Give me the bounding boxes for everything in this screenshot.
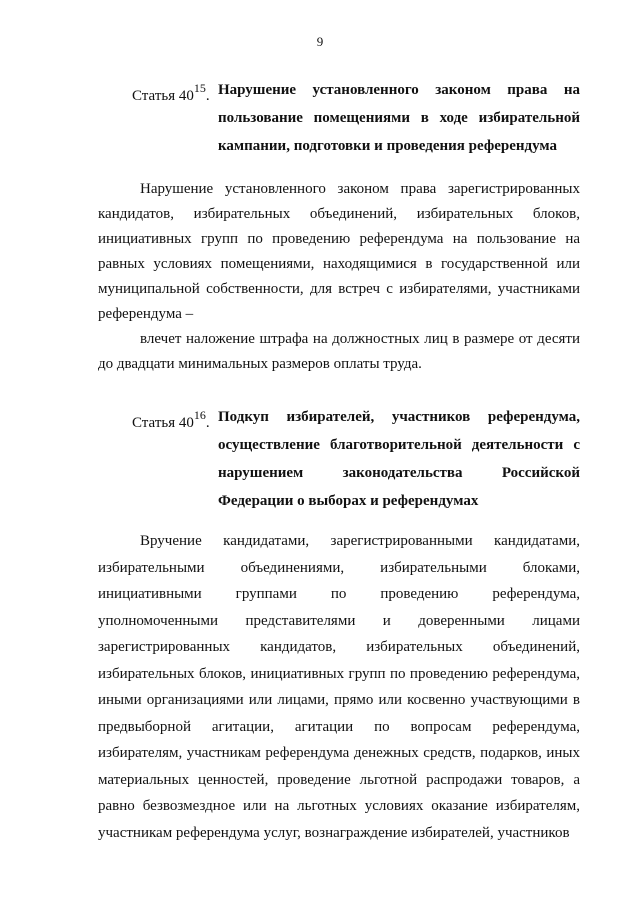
page-number: 9 [316, 34, 324, 49]
article-number [132, 403, 210, 437]
paragraph: Вручение кандидатами, зарегистрированными кандидатами, избирательными объединениями, избирательными блоками, инициативными группами по проведению референдума, уполномоченными представителями и доверенными лицами зарегистрированных кандидатов, избирательных объединений, избирательных блоков, инициативных групп по проведению референдума, иными организациями или лицами, прямо или косвенно участвующими в предвыборной агитации, агитации по вопросам референдума, избирателям, участникам референдума денежных средств, подарков, иных материальных ценностей, проведение льготной распродажи товаров, а равно безвозмездное или на льготных условиях оказание избирателям, участникам референдума услуг, вознаграждение избирателей, участников [98, 533, 580, 841]
article-title: Подкуп избирателей, участников референдума, осуществление благотворительной деятельности с нарушением законодательства Российской Федерации о выборах и референдумах [218, 409, 580, 509]
article-title: Нарушение установленного законом права на пользование помещениями в ходе избирательной кампании, подготовки и проведения референдума [218, 82, 580, 154]
article-number-superscript: 16 [193, 408, 206, 422]
article-40-16 [98, 403, 580, 846]
article-number-prefix: Статья 40 [132, 88, 194, 104]
article-number-separator: . [205, 415, 210, 431]
paragraph: влечет наложение штрафа на должностных лиц в размере от десяти до двадцати минимальных размеров оплаты труда. [98, 331, 580, 372]
article-number-prefix: Статья 40 [132, 415, 194, 431]
article-heading [98, 76, 580, 160]
article-number-separator: . [205, 88, 210, 104]
article-number [132, 76, 210, 110]
article-number-superscript: 15 [193, 81, 206, 95]
article-40-15 [98, 76, 580, 377]
paragraph: Нарушение установленного законом права зарегистрированных кандидатов, избирательных объединений, избирательных блоков, инициативных групп по проведению референдума на пользование на равных условиях помещениями, находящимися в государственной или муниципальной собственности, для встреч с избирателями, участниками референдума – [98, 181, 580, 322]
article-heading [98, 403, 580, 515]
